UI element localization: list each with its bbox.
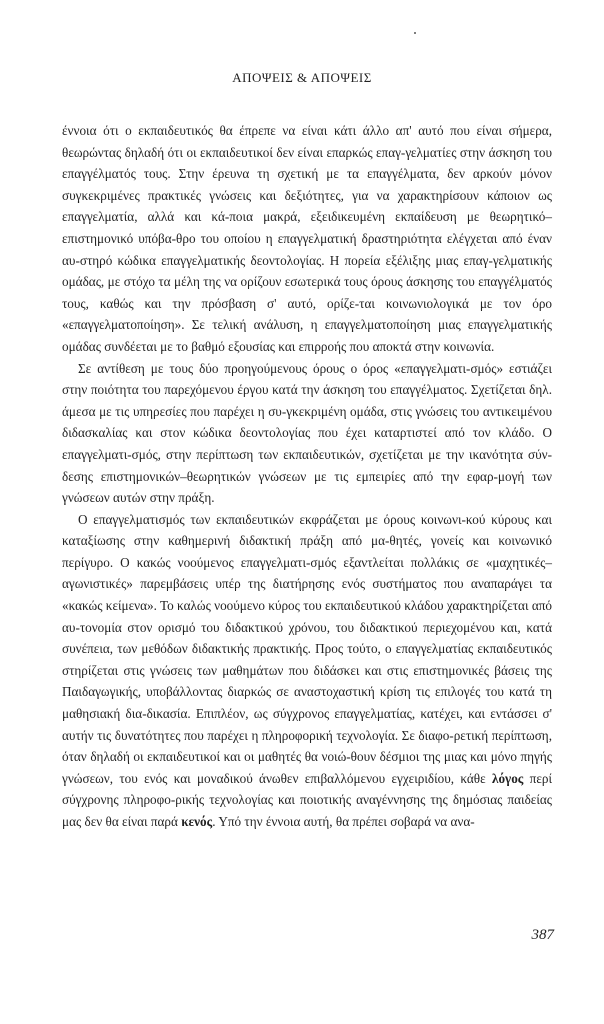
paragraph-2: Σε αντίθεση με τους δύο προηγούμενους όρους ο όρος «επαγγελματι-σμός» εστιάζει στην ποιότητα του παρεχόμενου έργου κατά την άσκηση του επαγγέλματος. Σχετίζεται δηλ. άμεσα με τις υπηρεσίες που παρέχει η συ-γκεκριμένη ομάδα, στις γνώσεις του αντικειμένου διδασκαλίας και στον κώδικα δεοντολογίας που έχει καταρτιστεί από τον κλάδο. Ο επαγγελματι-σμός, στην περίπτωση των εκπαιδευτικών, σχετίζεται με την ικανότητα σύν-δεσης επιστημονικών–θεωρητικών γνώσεων με τις εμπειρίες από την εφαρ-μογή των γνώσεων αυτών στην πράξη. bbox=[62, 360, 552, 506]
paragraph-1: έννοια ότι ο εκπαιδευτικός θα έπρεπε να είναι κάτι άλλο απ' αυτό που είναι σήμερα, θεωρώντας δηλαδή ότι οι εκπαιδευτικοί δεν είναι επαρκώς επαγ-γελματίες στην άσκηση του επαγγέλματός τους. Στην έρευνα τη σχετική με τα επαγγέλματα, δεν αρκούν μόνον συγκεκριμένες πρακτικές γνώσεις και δεξιότητες, για να χαρακτηρίσουν κάποιον ως επαγγελματία, αλλά και κά-ποια μακρά, εξειδικευμένη εκπαίδευση με θεωρητικό–επιστημονικό υπόβα-θρο του οποίου η επαγγελματική δραστηριότητα ελέγχεται από έναν αυ-στηρό κώδικα επαγγελματικής δεοντολογίας. Η πορεία εξέλιξης μιας επαγ-γελματικής ομάδας, με στόχο τα μέλη της να ορίζουν εσωτερικά τους όρους άσκησης του επαγγέλματός τους, καθώς και την πρόσβαση σ' αυτό, ορίζε-ται κοινωνιολογικά με τον όρο «επαγγελματοποίηση». Σε τελική ανάλυση, η επαγγελματοποίηση μιας επαγγελματικής ομάδας συνδέεται με το βαθμό εξουσίας και επιρροής που αποκτά στην κοινωνία. bbox=[62, 123, 552, 354]
bold-word-kenos: κενός bbox=[181, 814, 213, 829]
bold-word-logos: λόγος bbox=[491, 770, 524, 786]
paragraph-3-text-a: Ο επαγγελματισμός των εκπαιδευτικών εκφράζεται με όρους κοινωνι-κού κύρους και καταξίωσης στην καθημερινή διδακτική πράξη από μα-θητές, γονείς και κοινωνικό περίγυρο. Ο κακώς νοούμενος επαγγελματι-σμός εξαντλείται πολλάκις σε «μαχητικές–αγωνιστικές» παρεμβάσεις υπέρ της διατήρησης ενός συστήματος που αναπαράγει τα «κακώς κείμενα». Το καλώς νοούμενο κύρος του εκπαιδευτικού κλάδου χαρακτηρίζεται από αυ-τονομία στον ορισμό του διδακτικού χρόνου, του διδακτικού περιεχομένου και, κατά συνέπεια, των μεθόδων διδακτικής πρακτικής. Προς τούτο, ο επαγγελματίας εκπαιδευτικός στηρίζεται στις γνώσεις των μαθημάτων που διδάσκει και στις επιστημονικές βάσεις της Παιδαγωγικής, υποβάλλοντας διαρκώς σε αναστοχαστική κρίση τις επιλογές του κατά τη μαθησιακή δια-δικασία. Επιπλέον, ως σύγχρονος επαγγελματίας, κατέχει, και εντάσσει σ' αυτήν τις δυνατότητες που παρέχει η πληροφορική τεχνολογία. Σε διαφο-ρετική περίπτωση, όταν δηλαδή οι εκπαιδευτικοί και οι μαθητές θα νοιώ-θουν δέσμιοι της μιας και μόνο πηγής γνώσεων, του ενός και μοναδικού άνωθεν επιβαλλόμενου εγχειριδίου, κάθε bbox=[62, 511, 552, 786]
paragraph-3-text-c: . Υπό την έννοια αυτή, θα πρέπει σοβαρά να ανα- bbox=[212, 814, 475, 829]
body-text bbox=[62, 120, 552, 833]
paragraph-3-text-b: περί σύγχρονης πληροφο-ρικής τεχνολογίας και ποιοτικής αναγέννησης της δημόσιας παιδείας μας δεν θα είναι παρά bbox=[62, 770, 552, 829]
speck-mark bbox=[414, 32, 416, 34]
paragraph-3 bbox=[62, 509, 552, 833]
running-header: ΑΠΟΨΕΙΣ & ΑΠΟΨΕΙΣ bbox=[232, 70, 372, 85]
page-number: 387 bbox=[531, 927, 554, 943]
